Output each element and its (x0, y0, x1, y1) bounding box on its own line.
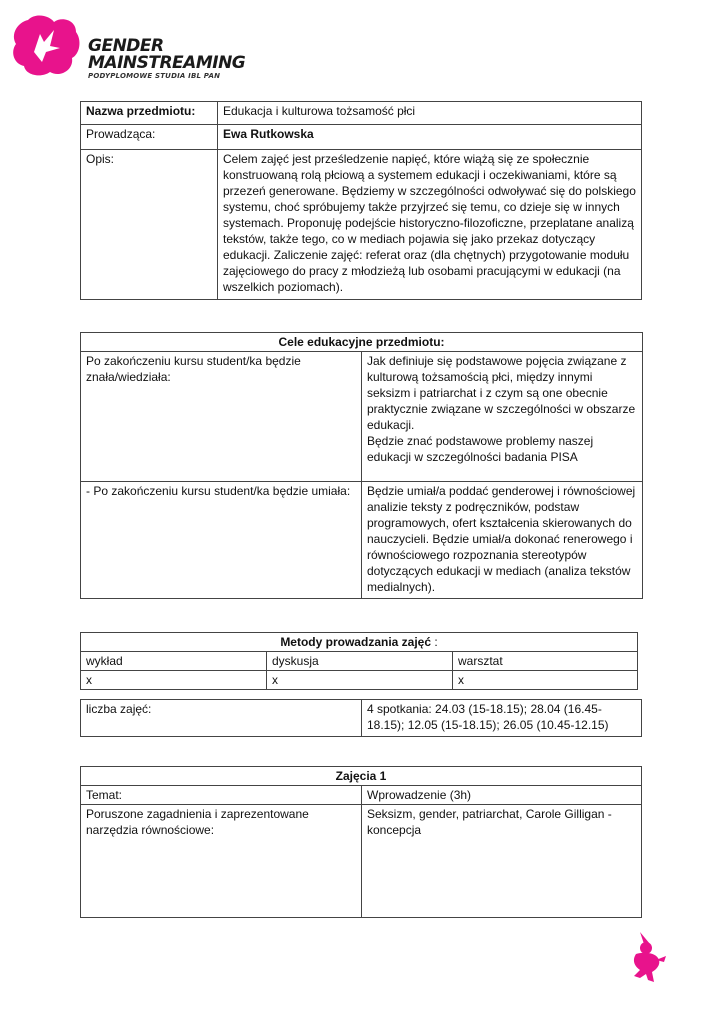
goals-knowledge-label: Po zakończeniu kursu student/ka będzie znała/wiedziała: (81, 352, 362, 482)
session-1-tools-value: Seksizm, gender, patriarchat, Carole Gilligan - koncepcja (362, 805, 642, 918)
goals-skills-label: - Po zakończeniu kursu student/ka będzie umiała: (81, 482, 362, 599)
description-value: Celem zajęć jest prześledzenie napięć, które wiążą się ze społecznie konstruowaną rolą płciową a systemem edukacji i oczekiwaniami, które są przezeń generowane. Będziemy w szczególności odwoływać się do polskiego systemu, choć spróbujemy także przyjrzeć się temu, co dzieje się w innych systemach. Proponuję podejście historyczno-filozoficzne, przeplatane analizą tekstów, także tego, co w mediach pojawia się jako przekaz dotyczący edukacji. Zaliczenie zajęć: referat oraz (dla chętnych) przygotowanie modułu zajęciowego do pracy z młodzieżą lub osobami pracującymi w edukacji (na wszelkich poziomach). (218, 150, 642, 300)
goals-knowledge-text-2: Będzie znać podstawowe problemy naszej edukacji w szczególności badania PISA (367, 434, 594, 464)
session-1-table (80, 766, 642, 918)
methods-header-suffix: : (431, 635, 438, 649)
sessions-count-table (80, 699, 642, 737)
description-label: Opis: (81, 150, 218, 300)
logo-line-1: GENDER (88, 36, 164, 56)
subject-info-table (80, 101, 642, 300)
methods-table (80, 632, 638, 690)
gnome-icon (626, 930, 668, 986)
teacher-label: Prowadząca: (81, 125, 218, 150)
goals-table (80, 332, 643, 599)
logo-text (88, 38, 245, 80)
subject-value: Edukacja i kulturowa tożsamość płci (218, 102, 642, 125)
session-1-tools-label: Poruszone zagadnienia i zaprezentowane narzędzia równościowe: (81, 805, 362, 918)
teacher-value: Ewa Rutkowska (218, 125, 642, 150)
goals-knowledge-text-1: Jak definiuje się podstawowe pojęcia związane z kulturową tożsamością płci, między innymi seksizm i patriarchat i z czym są one obecnie praktycznie związane w szczególności w obszarze edukacji. (367, 354, 636, 432)
session-1-topic-value: Wprowadzenie (3h) (362, 786, 642, 805)
method-lecture-mark: x (81, 671, 267, 690)
sessions-count-label: liczba zajęć: (81, 700, 362, 737)
goals-skills-value: Będzie umiał/a poddać genderowej i równościowej analizie teksty z podręczników, podstaw programowych, ofert kształcenia skierowanych do nauczycieli. Będzie umiał/a dokonać renerowego i równościowego rozpoznania stereotypów dotyczących edukacji w mediach (analiza tekstów medialnych). (362, 482, 643, 599)
method-discussion: dyskusja (267, 652, 453, 671)
logo-blob-icon (10, 12, 82, 78)
footer-gnome-figure (626, 930, 668, 986)
subject-label: Nazwa przedmiotu: (81, 102, 218, 125)
method-workshop: warsztat (453, 652, 638, 671)
session-1-topic-label: Temat: (81, 786, 362, 805)
methods-header-title: Metody prowadzania zajęć (280, 635, 432, 649)
logo-line-3: PODYPLOMOWE STUDIA IBL PAN (88, 72, 221, 80)
method-workshop-mark: x (453, 671, 638, 690)
goals-header: Cele edukacyjne przedmiotu: (81, 333, 643, 352)
method-discussion-mark: x (267, 671, 453, 690)
sessions-count-value: 4 spotkania: 24.03 (15-18.15); 28.04 (16.45-18.15); 12.05 (15-18.15); 26.05 (10.45-12.15) (362, 700, 642, 737)
goals-knowledge-value (362, 352, 643, 482)
method-lecture: wykład (81, 652, 267, 671)
logo-line-2: MAINSTREAMING (88, 53, 246, 73)
gender-mainstreaming-logo (10, 12, 82, 78)
session-1-header: Zajęcia 1 (81, 767, 642, 786)
methods-header (81, 633, 638, 652)
